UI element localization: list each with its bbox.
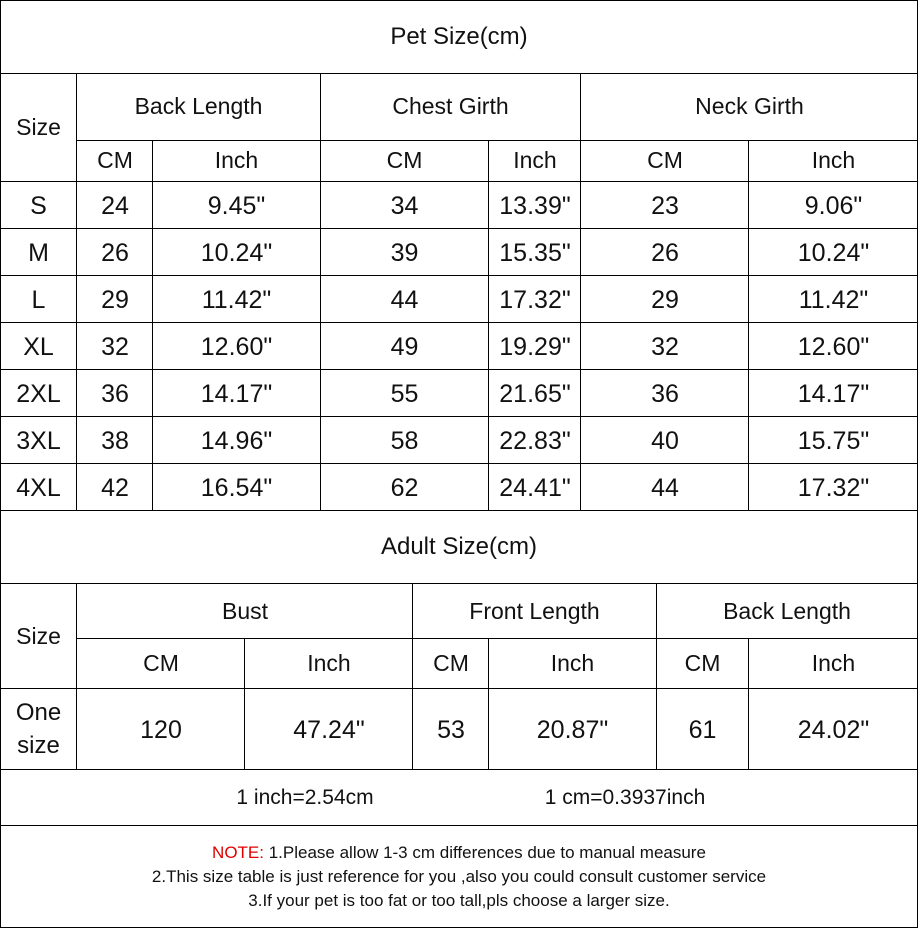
grid-line [488,140,489,511]
adult-bust-inch: 47.24" [293,715,365,744]
pet-size-header: Size [16,114,61,141]
pet-back-length-inch: 16.54" [200,473,273,502]
pet-neck-girth-cm: 23 [651,191,679,220]
pet-chest-girth-cm: 58 [390,426,419,455]
grid-line [152,140,153,511]
pet-neck-girth-inch: 17.32" [797,473,870,502]
grid-line [0,510,918,511]
pet-neck-girth-inch: 10.24" [797,238,870,267]
adult-front-length-header: Front Length [469,597,600,624]
pet-neck-girth-cm: 40 [651,426,679,455]
pet-neck-girth-cm: 26 [651,238,679,267]
note-line-3: 3.If your pet is too fat or too tall,pls choose a larger size. [248,891,670,910]
grid-line [0,688,918,689]
grid-line [748,638,749,770]
conversion-cm-to-inch: 1 cm=0.3937inch [544,786,706,810]
grid-line [488,638,489,770]
adult-bust-cm: 120 [140,715,182,744]
adult-unit-cm: CM [684,650,721,677]
grid-line [0,463,918,464]
pet-chest-girth-header: Chest Girth [392,93,509,120]
conversion-inch-to-cm: 1 inch=2.54cm [236,786,374,810]
grid-line [0,228,918,229]
pet-size: L [31,285,46,314]
pet-chest-girth-inch: 13.39" [499,191,571,220]
pet-chest-girth-inch: 15.35" [499,238,571,267]
grid-line [656,583,657,770]
adult-back-length-inch: 24.02" [797,715,870,744]
pet-size: 2XL [16,379,61,408]
grid-line [580,73,581,511]
grid-line [0,769,918,770]
pet-back-length-inch: 9.45" [207,191,266,220]
pet-chest-girth-inch: 22.83" [499,426,571,455]
pet-neck-girth-header: Neck Girth [695,93,804,120]
pet-chest-girth-inch: 21.65" [499,379,571,408]
pet-size: S [30,191,47,220]
pet-neck-girth-inch: 9.06" [804,191,863,220]
pet-size: M [28,238,49,267]
pet-neck-girth-cm: 32 [651,332,679,361]
adult-front-length-cm: 53 [437,715,465,744]
grid-line [77,638,918,639]
pet-chest-girth-cm: 44 [390,285,419,314]
grid-line [0,181,918,182]
grid-line [76,583,77,770]
note-label: NOTE: [212,843,264,862]
grid-line [0,275,918,276]
pet-back-length-cm: 32 [101,332,129,361]
pet-neck-girth-inch: 15.75" [797,426,870,455]
pet-back-length-inch: 11.42" [201,285,272,314]
grid-line [0,0,1,928]
pet-back-length-cm: 42 [101,473,129,502]
adult-size-header: Size [16,622,61,649]
grid-line [0,583,918,584]
pet-neck-girth-inch: 14.17" [797,379,870,408]
pet-chest-girth-inch: 24.41" [499,473,571,502]
grid-line [0,369,918,370]
grid-line [0,73,918,74]
pet-unit-inch: Inch [811,147,856,174]
pet-neck-girth-inch: 12.60" [797,332,870,361]
adult-unit-inch: Inch [550,650,595,677]
pet-back-length-cm: 36 [101,379,129,408]
pet-size: 3XL [16,426,61,455]
pet-back-length-cm: 29 [101,285,129,314]
pet-neck-girth-cm: 44 [651,473,679,502]
notes [0,826,918,928]
adult-size-label: One size [15,699,62,759]
adult-back-length-cm: 61 [688,715,717,744]
grid-line [0,322,918,323]
adult-bust-header: Bust [221,597,269,624]
note-line-2: 2.This size table is just reference for you ,also you could consult customer service [151,867,767,886]
adult-unit-inch: Inch [307,650,351,677]
grid-line [0,825,918,826]
note-line-1 [212,841,706,865]
adult-front-length-inch: 20.87" [536,715,609,744]
pet-back-length-cm: 38 [101,426,129,455]
pet-chest-girth-inch: 19.29" [499,332,571,361]
pet-neck-girth-cm: 36 [651,379,679,408]
adult-back-length-header: Back Length [723,597,851,624]
pet-chest-girth-inch: 17.32" [499,285,571,314]
pet-chest-girth-cm: 39 [390,238,419,267]
pet-back-length-inch: 14.96" [200,426,273,455]
pet-unit-inch: Inch [214,147,259,174]
pet-table-title: Pet Size(cm) [390,22,528,50]
pet-back-length-cm: 24 [101,191,129,220]
grid-line [412,583,413,770]
grid-line [748,140,749,511]
pet-size: XL [23,332,54,361]
grid-line [244,638,245,770]
pet-back-length-cm: 26 [101,238,129,267]
pet-chest-girth-cm: 34 [390,191,419,220]
adult-unit-inch: Inch [811,650,856,677]
grid-line [320,73,321,511]
pet-unit-cm: CM [386,147,423,174]
pet-back-length-inch: 12.60" [200,332,273,361]
pet-chest-girth-cm: 62 [390,473,419,502]
pet-size: 4XL [16,473,61,502]
adult-table-title: Adult Size(cm) [380,533,538,561]
adult-unit-cm: CM [433,650,469,677]
pet-unit-cm: CM [647,147,683,174]
grid-line [77,140,918,141]
pet-unit-cm: CM [97,147,133,174]
pet-neck-girth-inch: 11.42" [798,285,869,314]
pet-unit-inch: Inch [513,147,557,174]
pet-chest-girth-cm: 55 [390,379,419,408]
grid-line [0,0,918,1]
pet-chest-girth-cm: 49 [390,332,419,361]
note-text-1: 1.Please allow 1-3 cm differences due to manual measure [264,843,706,862]
grid-line [76,73,77,511]
adult-unit-cm: CM [143,650,179,677]
pet-neck-girth-cm: 29 [651,285,679,314]
grid-line [0,416,918,417]
pet-back-length-inch: 14.17" [200,379,273,408]
pet-back-length-header: Back Length [134,93,263,120]
pet-back-length-inch: 10.24" [200,238,273,267]
